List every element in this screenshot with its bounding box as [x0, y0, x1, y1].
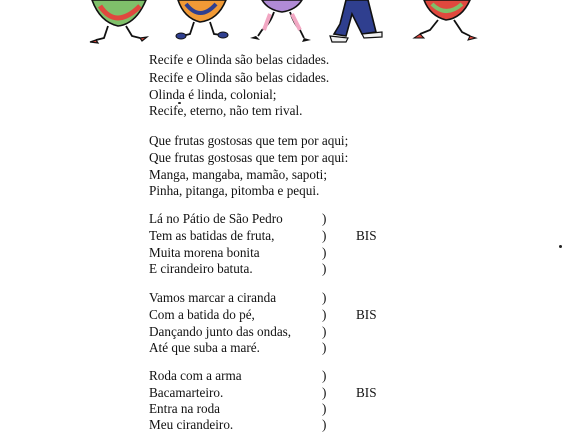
dancer-figure-2 — [176, 0, 228, 39]
poem-line: Recife e Olinda são belas cidades. — [149, 70, 330, 85]
poem-line: Vamos marcar a ciranda — [149, 290, 277, 305]
bracket-mark: ) — [322, 324, 327, 339]
dancer-figure-4 — [330, 0, 382, 42]
refrain-mark: BIS — [356, 307, 377, 322]
refrain-mark: BIS — [356, 385, 377, 400]
bracket-mark: ) — [322, 368, 327, 383]
scan-speck — [559, 245, 562, 248]
bracket-mark: ) — [322, 385, 327, 400]
poem-line: Que frutas gostosas que tem por aqui; — [149, 133, 349, 148]
poem-line: Recife e Olinda são belas cidades. — [149, 52, 330, 67]
poem-line: Lá no Pátio de São Pedro — [149, 211, 283, 226]
poem-line: Recife, eterno, não tem rival. — [149, 103, 303, 118]
poem-line: Com a batida do pé, — [149, 307, 255, 322]
bracket-mark: ) — [322, 307, 327, 322]
poem-line: E cirandeiro batuta. — [149, 261, 253, 276]
poem-line: Bacamarteiro. — [149, 385, 224, 400]
poem-line: Tem as batidas de fruta, — [149, 228, 275, 243]
poem-line: Roda com a arma — [149, 368, 242, 383]
bracket-mark: ) — [322, 290, 327, 305]
bracket-mark: ) — [322, 417, 327, 432]
poem-line: Até que suba a maré. — [149, 340, 260, 355]
poem-line: Olinda é linda, colonial; — [149, 87, 277, 102]
dancer-figure-5 — [414, 0, 476, 40]
bracket-mark: ) — [322, 401, 327, 416]
poem-line: Que frutas gostosas que tem por aqui: — [149, 150, 349, 165]
dancer-figure-1 — [90, 0, 147, 43]
poem-line: Pinha, pitanga, pitomba e pequi. — [149, 183, 320, 198]
poem-line: Entra na roda — [149, 401, 221, 416]
dancers-illustration — [0, 0, 578, 46]
bracket-mark: ) — [322, 340, 327, 355]
poem-line: Muita morena bonita — [149, 245, 260, 260]
bracket-mark: ) — [322, 228, 327, 243]
dancer-figure-3 — [250, 0, 311, 42]
refrain-mark: BIS — [356, 228, 377, 243]
bracket-mark: ) — [322, 211, 327, 226]
poem-line: Manga, mangaba, mamão, sapoti; — [149, 167, 327, 182]
poem-line: Meu cirandeiro. — [149, 417, 234, 432]
bracket-mark: ) — [322, 245, 327, 260]
poem-line: Dançando junto das ondas, — [149, 324, 292, 339]
bracket-mark: ) — [322, 261, 327, 276]
